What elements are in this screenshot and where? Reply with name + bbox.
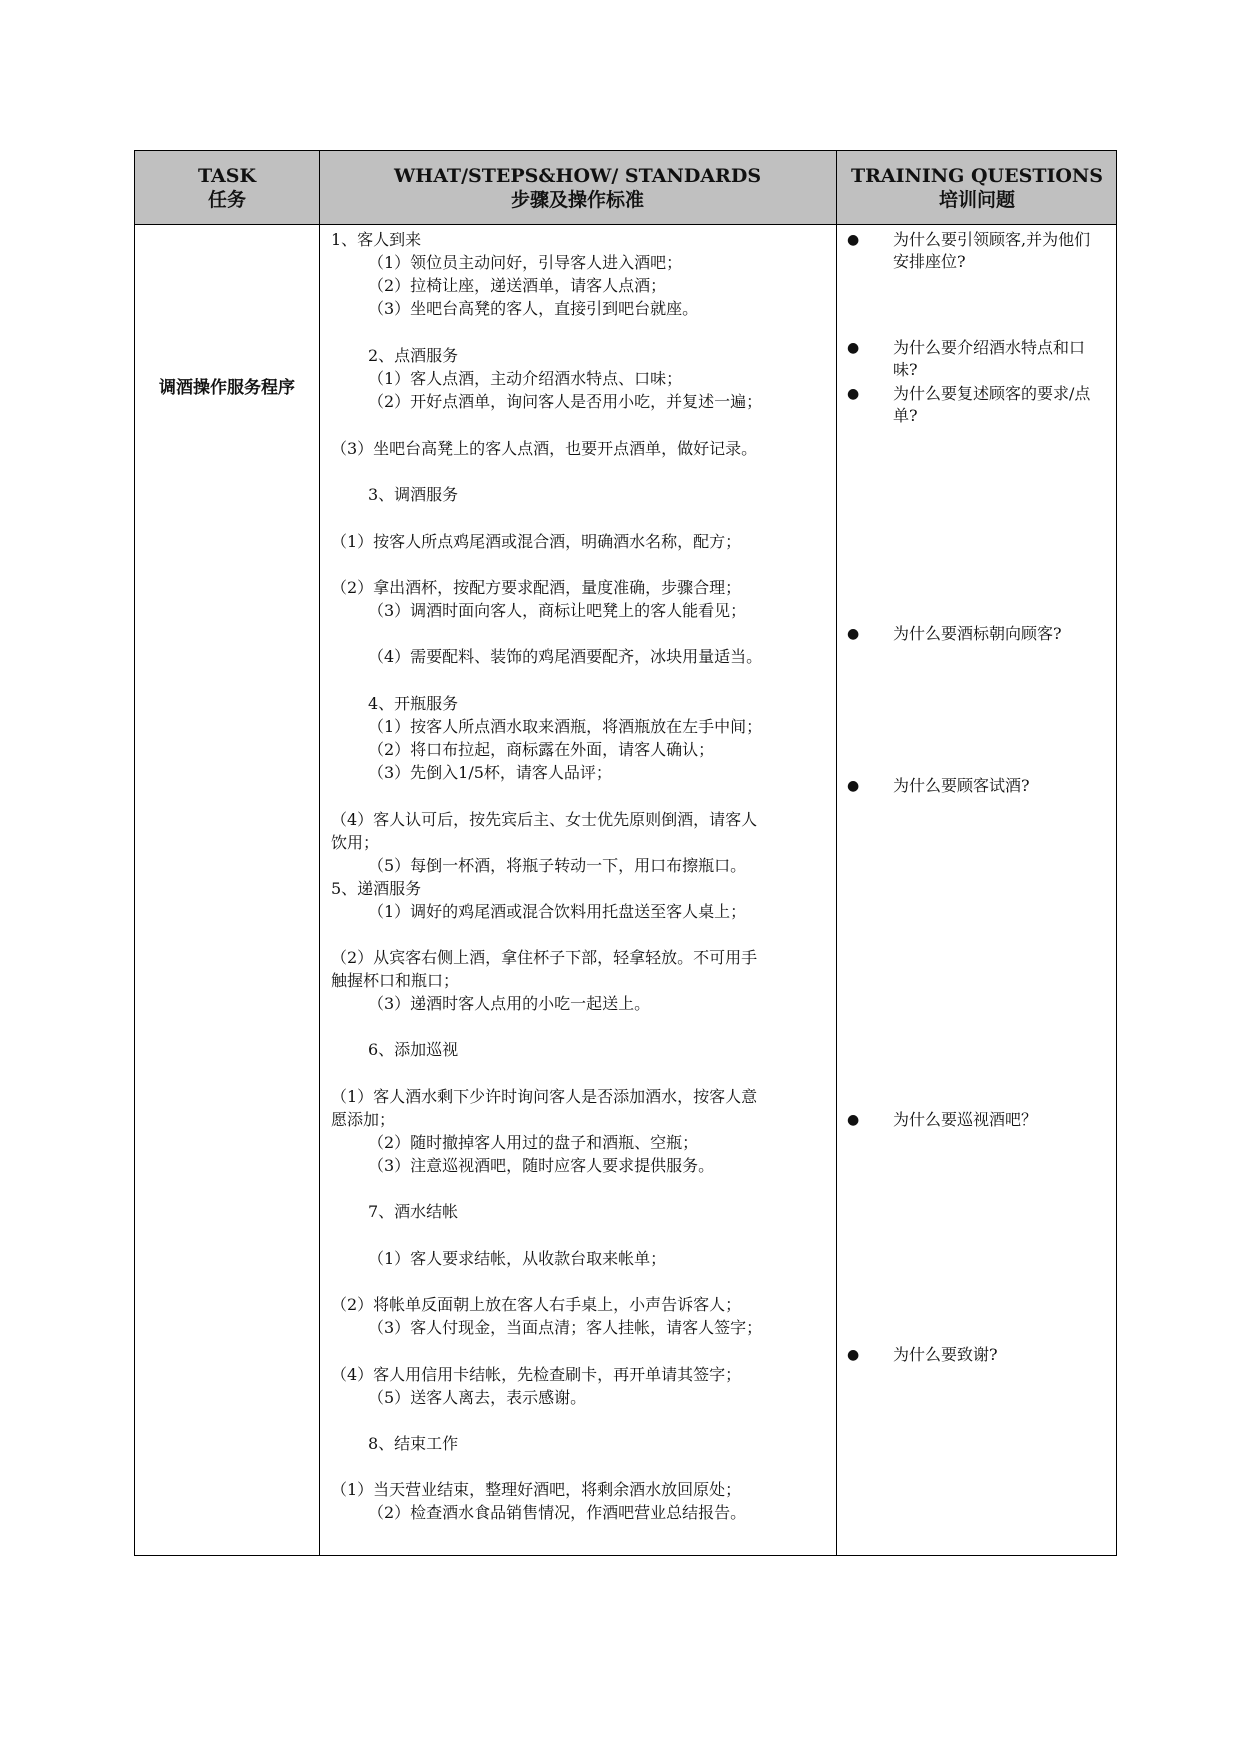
header-task (135, 151, 319, 225)
step-line: （2）拉椅让座，递送酒单，请客人点酒； (368, 276, 667, 295)
step-line: （4）客人认可后，按先宾后主、女士优先原则倒酒，请客人 (331, 810, 758, 829)
header-task-en: TASK (197, 165, 257, 187)
step-line: （4）需要配料、装饰的鸡尾酒要配齐，冰块用量适当。 (368, 647, 763, 666)
training-question: 为什么要介绍酒水特点和口味? (893, 338, 1086, 379)
column-divider (836, 151, 837, 1555)
step-line: （2）从宾客右侧上酒，拿住杯子下部，轻拿轻放。不可用手 (331, 948, 758, 967)
step-line: 触握杯口和瓶口； (331, 971, 460, 990)
column-divider (319, 151, 320, 1555)
step-line: （1）领位员主动问好，引导客人进入酒吧； (368, 253, 683, 272)
step-line: 饮用； (331, 833, 380, 852)
header-steps (319, 151, 836, 225)
step-line: （3）先倒入1/5杯，请客人品评； (368, 763, 612, 782)
training-question: 为什么要复述顾客的要求/点单? (893, 384, 1091, 425)
step-line: （5）送客人离去，表示感谢。 (368, 1388, 587, 1407)
sop-table (134, 150, 1117, 1556)
step-line: 2、点酒服务 (368, 346, 459, 365)
step-line: （3）客人付现金，当面点清；客人挂帐，请客人签字； (368, 1318, 763, 1337)
step-line: （5）每倒一杯酒，将瓶子转动一下，用口布擦瓶口。 (368, 856, 747, 875)
training-question: 为什么要致谢? (893, 1345, 998, 1364)
header-questions (836, 151, 1118, 225)
header-task-zh: 任务 (207, 189, 246, 211)
header-steps-zh: 步骤及操作标准 (510, 189, 644, 211)
bullet-icon: ● (847, 778, 860, 794)
step-line: （1）调好的鸡尾酒或混合饮料用托盘送至客人桌上； (368, 902, 747, 921)
step-line: 3、调酒服务 (368, 485, 459, 504)
step-line: 愿添加； (331, 1110, 396, 1129)
step-line: （2）将口布拉起，商标露在外面，请客人确认； (368, 740, 715, 759)
header-questions-zh: 培训问题 (938, 189, 1015, 211)
step-line: （1）客人要求结帐，从收款台取来帐单； (368, 1249, 667, 1268)
step-line: 6、添加巡视 (368, 1040, 459, 1059)
bullet-icon: ● (847, 386, 860, 402)
step-line: 7、酒水结帐 (368, 1202, 459, 1221)
step-line: 5、递酒服务 (331, 879, 422, 898)
step-line: （4）客人用信用卡结帐，先检查刷卡，再开单请其签字； (331, 1365, 742, 1384)
step-line: （3）坐吧台高凳上的客人点酒，也要开点酒单，做好记录。 (331, 439, 758, 458)
training-question: 为什么要巡视酒吧？ (893, 1110, 1038, 1129)
step-line: （2）开好点酒单，询问客人是否用小吃，并复述一遍； (368, 392, 763, 411)
step-line: （3）递酒时客人点用的小吃一起送上。 (368, 994, 651, 1013)
bullet-icon: ● (847, 1112, 860, 1128)
step-line: （1）按客人所点鸡尾酒或混合酒，明确酒水名称，配方； (331, 532, 742, 551)
bullet-icon: ● (847, 232, 860, 248)
step-line: （1）当天营业结束，整理好酒吧，将剩余酒水放回原处； (331, 1480, 742, 1499)
step-line: 1、客人到来 (331, 230, 422, 249)
training-question: 为什么要引领顾客,并为他们安排座位? (893, 230, 1091, 271)
header-steps-en: WHAT/STEPS&HOW/ STANDARDS (393, 165, 762, 187)
step-line: （2）拿出酒杯，按配方要求配酒，量度准确，步骤合理； (331, 578, 742, 597)
training-question: 为什么要酒标朝向顾客? (893, 624, 1062, 643)
bullet-icon: ● (847, 1347, 860, 1363)
bullet-icon: ● (847, 626, 860, 642)
step-line: （1）客人点酒，主动介绍酒水特点、口味； (368, 369, 683, 388)
step-line: （2）将帐单反面朝上放在客人右手桌上，小声告诉客人； (331, 1295, 742, 1314)
step-line: 4、开瓶服务 (368, 694, 459, 713)
step-line: （1）按客人所点酒水取来酒瓶，将酒瓶放在左手中间； (368, 717, 763, 736)
step-line: （1）客人酒水剩下少许时询问客人是否添加酒水，按客人意 (331, 1087, 758, 1106)
step-line: （3）坐吧台高凳的客人，直接引到吧台就座。 (368, 299, 699, 318)
step-line: （2）检查酒水食品销售情况，作酒吧营业总结报告。 (368, 1503, 747, 1522)
training-question: 为什么要顾客试酒? (893, 776, 1030, 795)
header-questions-en: TRAINING QUESTIONS (850, 165, 1103, 187)
task-name: 调酒操作服务程序 (159, 378, 295, 398)
step-line: （3）注意巡视酒吧，随时应客人要求提供服务。 (368, 1156, 715, 1175)
bullet-icon: ● (847, 340, 860, 356)
step-line: （3）调酒时面向客人，商标让吧凳上的客人能看见； (368, 601, 747, 620)
step-line: 8、结束工作 (368, 1434, 459, 1453)
step-line: （2）随时撤掉客人用过的盘子和酒瓶、空瓶； (368, 1133, 699, 1152)
